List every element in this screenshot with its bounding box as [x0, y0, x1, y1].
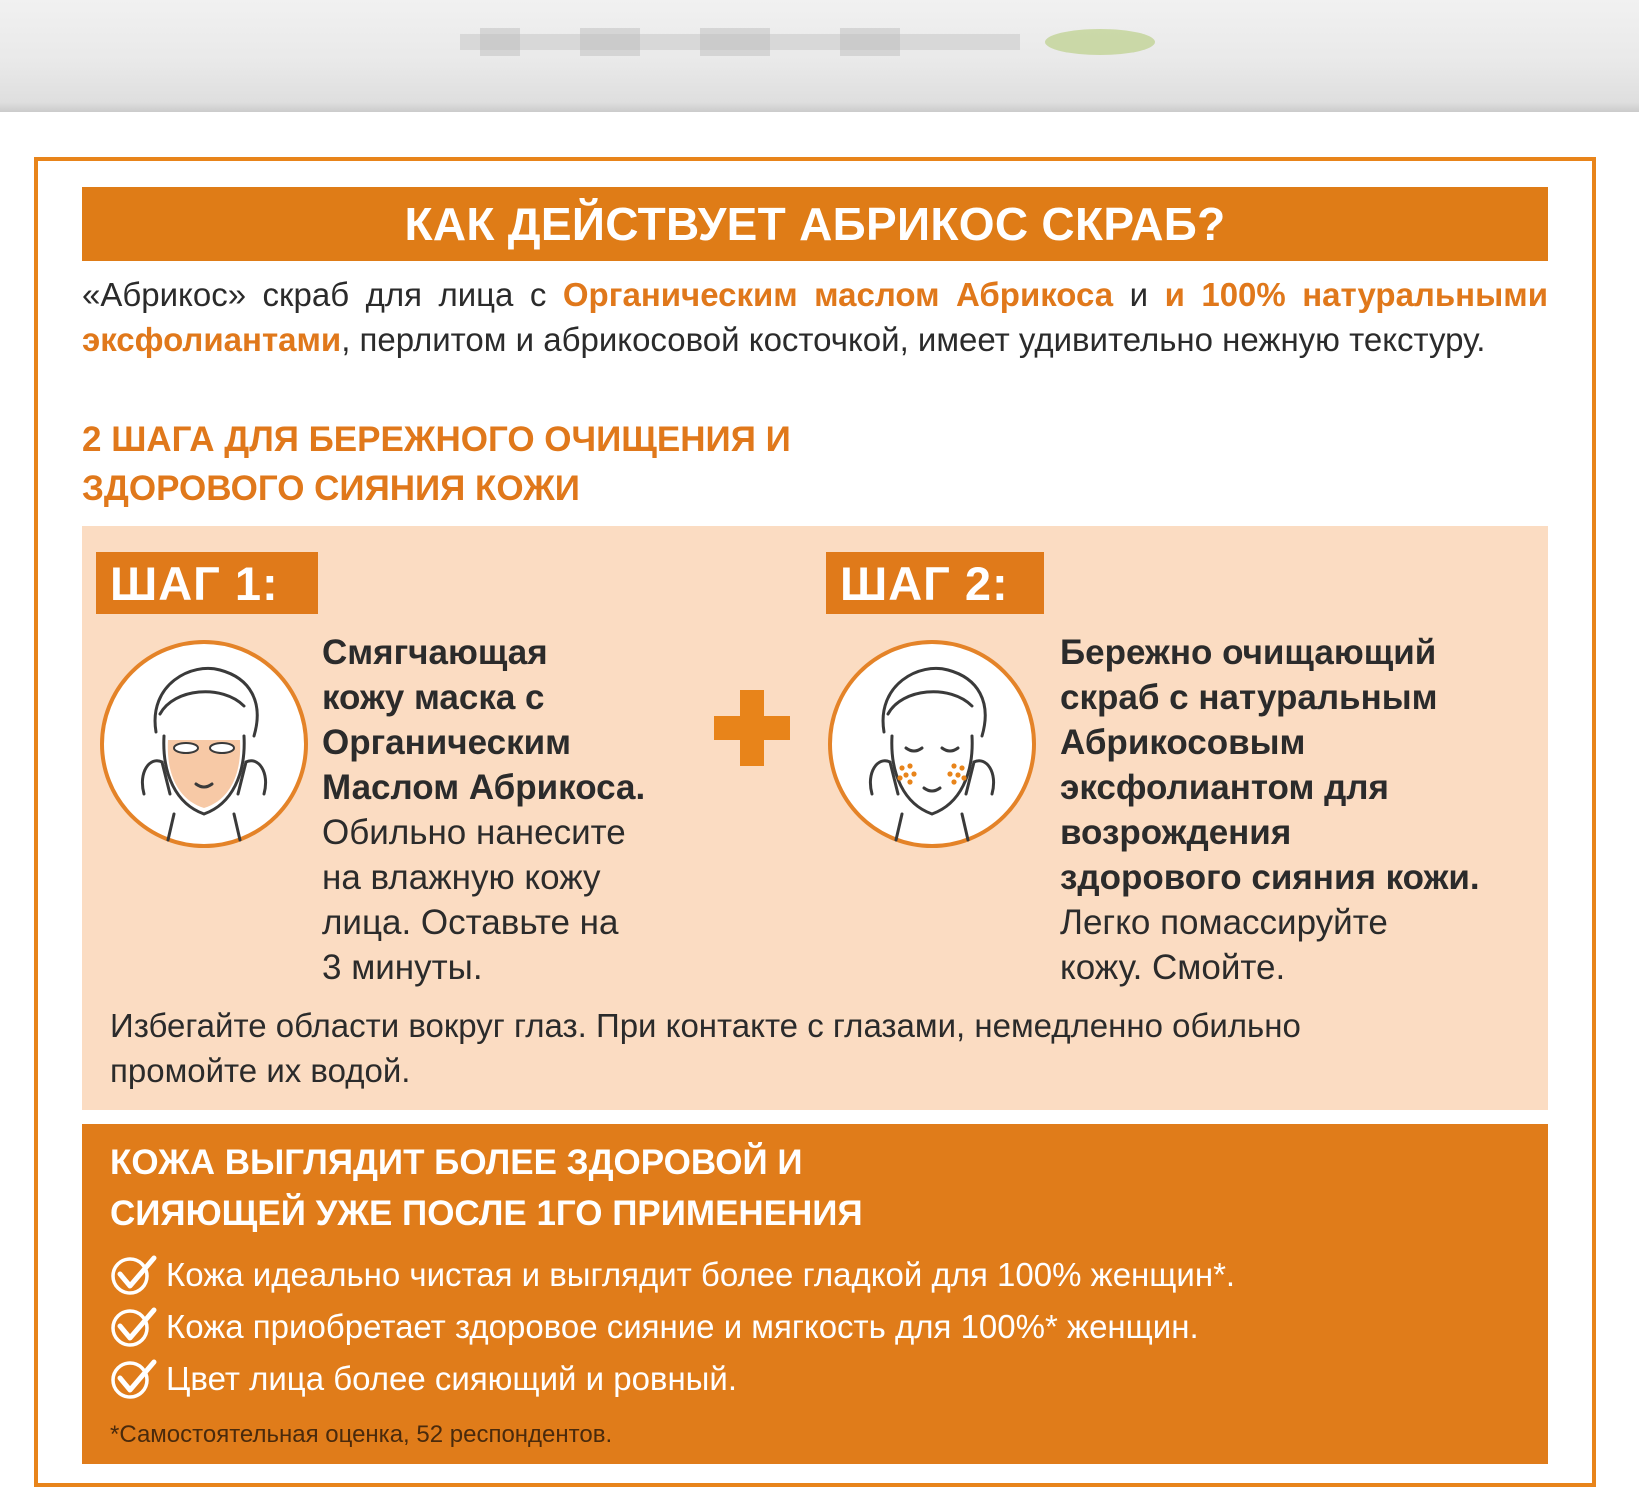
result-item-text: Цвет лица более сияющий и ровный.: [166, 1360, 738, 1397]
intro-highlight-2: и 100% натуральными эксфолиантами: [82, 276, 1548, 358]
intro-highlight-1: Органическим маслом Абрикоса: [562, 276, 1114, 313]
plus-icon: [712, 688, 792, 768]
step1-bold-line: Смягчающая: [322, 633, 548, 672]
step1-bold-line: Органическим: [322, 723, 572, 762]
top-band: [0, 0, 1639, 112]
steps-heading: [82, 415, 982, 513]
intro-part2: и: [1113, 276, 1165, 313]
step2-bold-line: эксфолиантом для: [1060, 768, 1389, 807]
warning-line2: промойте их водой.: [110, 1052, 411, 1089]
results-heading: [110, 1137, 1110, 1239]
steps-heading-line1: 2 ШАГА ДЛЯ БЕРЕЖНОГО ОЧИЩЕНИЯ И: [82, 420, 791, 459]
step1-normal-line: лица. Оставьте на: [322, 903, 619, 942]
step1-normal-line: 3 минуты.: [322, 948, 483, 987]
step1-normal-line: на влажную кожу: [322, 858, 601, 897]
result-item-text: Кожа идеально чистая и выглядит более гладкой для 100% женщин*.: [166, 1256, 1236, 1293]
step2-badge: ШАГ 2:: [826, 552, 1044, 614]
title-bar: [82, 187, 1548, 261]
step2-bold-line: скраб с натуральным: [1060, 678, 1438, 717]
step1-bold-line: Маслом Абрикоса.: [322, 768, 646, 807]
result-item-text: Кожа приобретает здоровое сияние и мягкость для 100%* женщин.: [166, 1308, 1199, 1345]
warning-line1: Избегайте области вокруг глаз. При контакте с глазами, немедленно обильно: [110, 1007, 1301, 1044]
check-circle-icon: [108, 1304, 160, 1350]
steps-heading-line2: ЗДОРОВОГО СИЯНИЯ КОЖИ: [82, 469, 580, 508]
check-circle-icon: [108, 1252, 160, 1298]
step1-badge: ШАГ 1:: [96, 552, 318, 614]
step2-bold-line: Бережно очищающий: [1060, 633, 1437, 672]
step1-normal-line: Обильно нанесите: [322, 813, 626, 852]
intro-part1: «Абрикос» скраб для лица с: [82, 276, 563, 313]
step1-bold-line: кожу маска с: [322, 678, 545, 717]
results-heading-line2: СИЯЮЩЕЙ УЖЕ ПОСЛЕ 1ГО ПРИМЕНЕНИЯ: [110, 1194, 863, 1233]
step2-normal-line: кожу. Смойте.: [1060, 948, 1286, 987]
intro-part3: , перлитом и абрикосовой косточкой, имеет удивительно нежную текстуру.: [341, 321, 1486, 358]
warning-text: [110, 1003, 1530, 1093]
page-title: КАК ДЕЙСТВУЕТ АБРИКОС СКРАБ?: [404, 198, 1226, 250]
step2-bold-line: возрождения: [1060, 813, 1292, 852]
check-circle-icon: [108, 1356, 160, 1402]
results-heading-line1: КОЖА ВЫГЛЯДИТ БОЛЕЕ ЗДОРОВОЙ И: [110, 1143, 803, 1182]
result-item: [108, 1302, 1199, 1352]
intro-paragraph: [82, 272, 1548, 362]
face-mask-icon: [100, 640, 308, 848]
step2-bold-line: здорового сияния кожи.: [1060, 858, 1480, 897]
result-item: [108, 1250, 1235, 1300]
brand-logo: [460, 22, 1180, 62]
result-item: [108, 1354, 737, 1404]
step2-normal-line: Легко помассируйте: [1060, 903, 1388, 942]
step1-text: [322, 630, 702, 990]
step2-bold-line: Абрикосовым: [1060, 723, 1306, 762]
face-scrub-icon: [828, 640, 1036, 848]
step2-text: [1060, 630, 1540, 990]
footnote: *Самостоятельная оценка, 52 респондентов.: [110, 1421, 613, 1448]
